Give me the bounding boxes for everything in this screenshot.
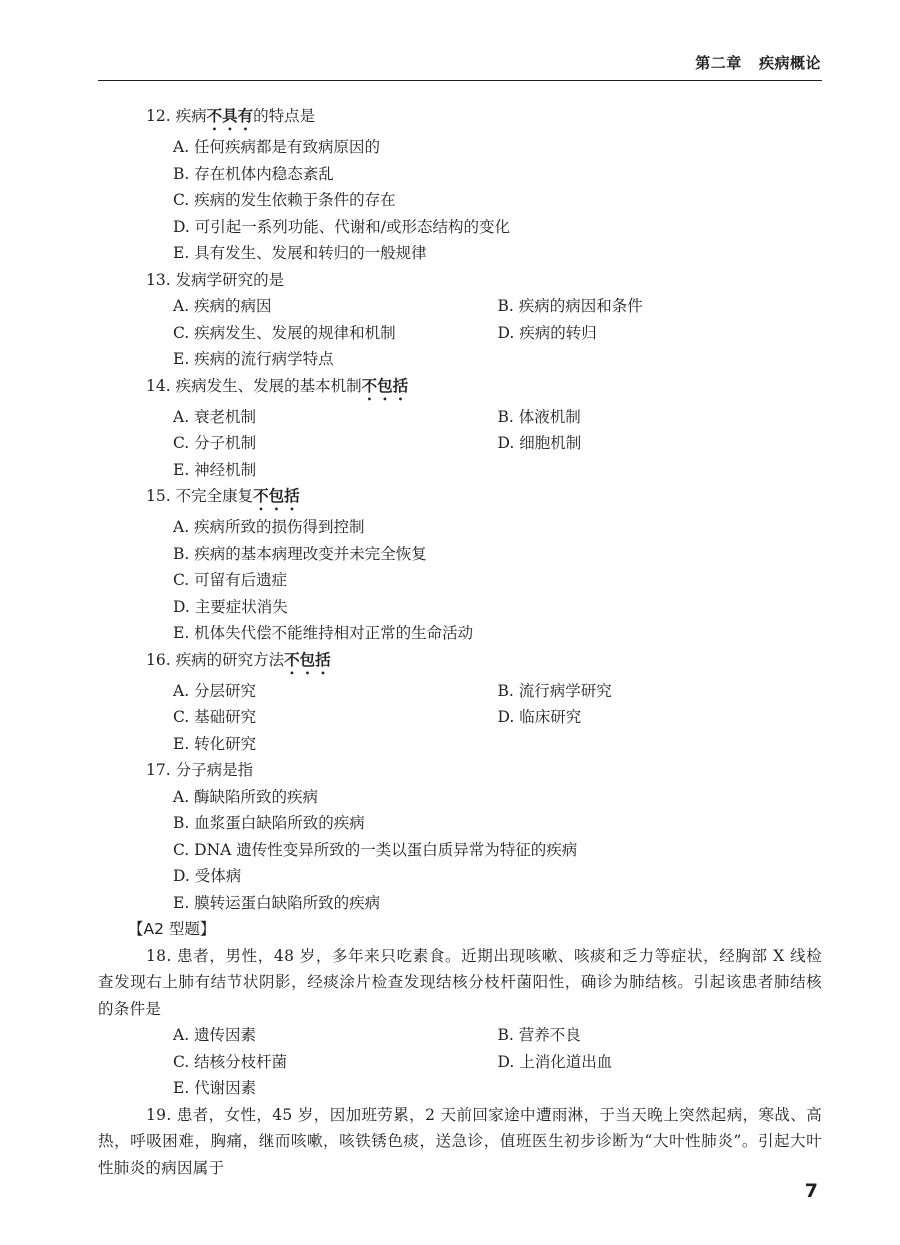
option-d: D. 可引起一系列功能、代谢和/或形态结构的变化: [173, 217, 510, 236]
question-text: 疾病发生、发展的基本机制: [175, 376, 362, 395]
question-number: 16.: [146, 650, 171, 669]
question-13: [98, 267, 822, 294]
option-a: A. 遗传因素: [173, 1026, 257, 1044]
section-heading: 【A2 型题】: [128, 920, 216, 938]
option-e: E. 转化研究: [173, 734, 257, 753]
option-d: D. 临床研究: [497, 708, 582, 726]
option-c: C. 疾病发生、发展的规律和机制: [173, 323, 396, 342]
question-14: [98, 373, 822, 404]
emphasis-text: 不包括: [284, 650, 331, 669]
option-c: C. 基础研究: [173, 708, 257, 726]
option-e: E. 膜转运蛋白缺陷所致的疾病: [173, 893, 381, 912]
option-e: E. 具有发生、发展和转归的一般规律: [173, 244, 427, 262]
option-b: B. 存在机体内稳态紊乱: [173, 164, 334, 183]
option-a: A. 疾病的病因: [173, 297, 272, 315]
question-number: 15.: [146, 487, 171, 505]
header-chapter: 第二章: [695, 54, 742, 72]
option-c: C. 分子机制: [173, 434, 257, 452]
header-rule: [98, 80, 822, 81]
option-a: A. 酶缺陷所致的疾病: [173, 787, 319, 806]
running-header: [695, 52, 821, 73]
option-e: E. 神经机制: [173, 460, 257, 479]
options-16: [98, 678, 822, 758]
option-b: B. 疾病的基本病理改变并未完全恢复: [173, 544, 427, 563]
question-number: 14.: [146, 376, 171, 395]
options-13: [98, 293, 822, 373]
emphasis-text: 不具有: [206, 107, 254, 125]
options-17: [98, 784, 822, 917]
options-12: [98, 134, 822, 267]
option-a: A. 衰老机制: [173, 407, 257, 426]
option-b: B. 体液机制: [497, 407, 581, 426]
emphasis-text: 不包括: [253, 487, 300, 505]
option-c: C. 疾病的发生依赖于条件的存在: [173, 191, 396, 209]
option-a: A. 任何疾病都是有致病原因的: [173, 138, 381, 156]
option-d: D. 上消化道出血: [497, 1052, 613, 1071]
option-c: C. DNA 遗传性变异所致的一类以蛋白质异常为特征的疾病: [173, 840, 578, 859]
question-text: 疾病的研究方法: [175, 650, 285, 669]
header-title: 疾病概论: [758, 54, 821, 72]
option-d: D. 疾病的转归: [497, 323, 597, 342]
option-b: B. 流行病学研究: [497, 681, 612, 700]
page-number: 7: [804, 1180, 818, 1202]
question-number: 13.: [146, 270, 171, 289]
option-b: B. 血浆蛋白缺陷所致的疾病: [173, 814, 365, 832]
question-text: 疾病: [175, 107, 207, 125]
option-b: B. 营养不良: [497, 1026, 581, 1044]
options-15: [98, 514, 822, 647]
options-18: [98, 1022, 822, 1102]
question-text: 的特点是: [253, 107, 316, 125]
option-c: C. 结核分枝杆菌: [173, 1052, 288, 1071]
option-e: E. 疾病的流行病学特点: [173, 350, 334, 368]
option-a: A. 疾病所致的损伤得到控制: [173, 518, 365, 536]
options-14: [98, 404, 822, 484]
option-c: C. 可留有后遗症: [173, 571, 288, 589]
question-number: 12.: [146, 107, 171, 125]
option-d: D. 主要症状消失: [173, 597, 288, 616]
page-body: [98, 103, 822, 1181]
emphasis-text: 不包括: [361, 376, 409, 395]
question-16: [98, 647, 822, 678]
question-17: [98, 757, 822, 784]
option-a: A. 分层研究: [173, 681, 257, 700]
question-15: [98, 483, 822, 514]
option-b: B. 疾病的病因和条件: [497, 297, 643, 315]
question-12: [98, 103, 822, 134]
question-text: 发病学研究的是: [175, 270, 285, 289]
option-e: E. 代谢因素: [173, 1079, 257, 1097]
question-text: 不完全康复: [175, 487, 254, 505]
question-19: 19. 患者，女性，45 岁，因加班劳累，2 天前回家途中遭雨淋，于当天晚上突然起病，寒战、高热，呼吸困难，胸痛，继而咳嗽，咳铁锈色痰，送急诊，值班医生初步诊断为“大叶性肺炎”。引起大叶性肺炎的病因属于: [98, 1105, 822, 1177]
option-d: D. 受体病: [173, 867, 242, 885]
option-d: D. 细胞机制: [497, 434, 582, 452]
option-e: E. 机体失代偿不能维持相对正常的生命活动: [173, 624, 474, 642]
question-18: 18. 患者，男性，48 岁，多年来只吃素食。近期出现咳嗽、咳痰和乏力等症状，经胸部 X 线检查发现右上肺有结节状阴影，经痰涂片检查发现结核分枝杆菌阳性，确诊为肺结核。引起该患者肺结核的条件是: [98, 946, 822, 1018]
question-number: 17.: [146, 761, 171, 779]
question-text: 分子病是指: [175, 761, 254, 779]
